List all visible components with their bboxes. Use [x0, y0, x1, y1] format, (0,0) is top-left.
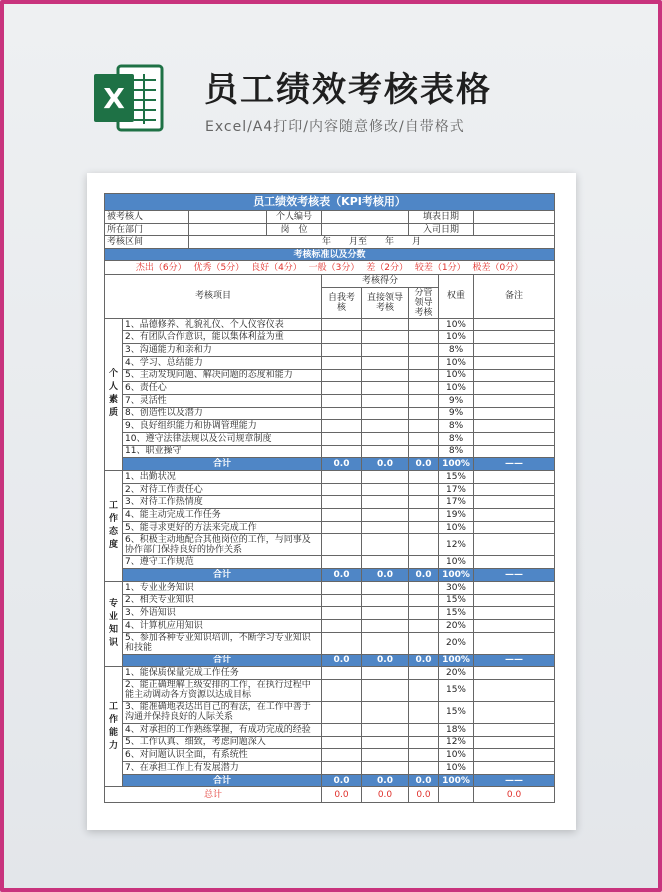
grand-self: 0.0	[322, 787, 362, 803]
direct-score-cell[interactable]	[362, 509, 409, 522]
total-direct: 0.0	[362, 774, 409, 787]
total-self: 0.0	[322, 569, 362, 582]
total-weight: 100%	[439, 654, 474, 667]
manager-score-cell[interactable]	[409, 594, 439, 607]
total-note: ——	[474, 569, 555, 582]
assessee-label: 被考核人	[105, 211, 189, 224]
self-score-cell[interactable]	[322, 496, 362, 509]
scale-item: 一般（3分）	[308, 262, 360, 273]
table-row	[105, 679, 555, 701]
manager-score-cell[interactable]	[409, 632, 439, 654]
group-name: 专业知识	[105, 581, 123, 666]
excel-logo-icon	[88, 58, 168, 138]
poster-subtitle: Excel/A4打印/内容随意修改/自带格式	[205, 119, 465, 135]
standard-label: 考核标准以及分数	[105, 249, 555, 261]
table-row	[105, 632, 555, 654]
total-manager: 0.0	[409, 458, 439, 471]
item-text: 3、外语知识	[123, 607, 322, 620]
item-text: 4、计算机应用知识	[123, 619, 322, 632]
self-score-cell[interactable]	[322, 679, 362, 701]
note-cell[interactable]	[474, 701, 555, 723]
group-total-row	[105, 654, 555, 667]
note-cell[interactable]	[474, 509, 555, 522]
scale-item: 较差（1分）	[414, 262, 466, 273]
poster-title: 员工绩效考核表格	[204, 70, 492, 110]
manager-score-cell[interactable]	[409, 521, 439, 534]
self-score-cell[interactable]	[322, 382, 362, 395]
weight-cell: 17%	[439, 496, 474, 509]
self-score-cell[interactable]	[322, 471, 362, 484]
weight-cell: 15%	[439, 594, 474, 607]
direct-score-cell[interactable]	[362, 331, 409, 344]
item-text: 2、对待工作责任心	[123, 483, 322, 496]
note-cell[interactable]	[474, 471, 555, 484]
header-weight: 权重	[439, 275, 474, 319]
scale-item: 杰出（6分）	[135, 262, 187, 273]
weight-cell: 20%	[439, 667, 474, 680]
manager-score-cell[interactable]	[409, 445, 439, 458]
item-text: 1、能保质保量完成工作任务	[123, 667, 322, 680]
weight-cell: 20%	[439, 619, 474, 632]
weight-cell: 8%	[439, 344, 474, 357]
weight-cell: 8%	[439, 445, 474, 458]
self-score-cell[interactable]	[322, 632, 362, 654]
table-row	[105, 318, 555, 331]
table-row	[105, 749, 555, 762]
sheet-paper	[87, 173, 576, 830]
join-date-value[interactable]	[474, 223, 555, 236]
total-manager: 0.0	[409, 569, 439, 582]
scale-item: 优秀（5分）	[193, 262, 245, 273]
self-score-cell[interactable]	[322, 369, 362, 382]
dept-value[interactable]	[189, 223, 267, 236]
manager-score-cell[interactable]	[409, 762, 439, 775]
direct-score-cell[interactable]	[362, 496, 409, 509]
total-note: ——	[474, 458, 555, 471]
self-score-cell[interactable]	[322, 619, 362, 632]
manager-score-cell[interactable]	[409, 556, 439, 569]
table-row	[105, 619, 555, 632]
position-label: 岗 位	[267, 223, 322, 236]
direct-score-cell[interactable]	[362, 534, 409, 556]
manager-score-cell[interactable]	[409, 369, 439, 382]
total-manager: 0.0	[409, 774, 439, 787]
table-row	[105, 736, 555, 749]
table-row	[105, 723, 555, 736]
self-score-cell[interactable]	[322, 394, 362, 407]
total-note: ——	[474, 654, 555, 667]
total-weight: 100%	[439, 458, 474, 471]
self-score-cell[interactable]	[322, 723, 362, 736]
self-score-cell[interactable]	[322, 534, 362, 556]
manager-score-cell[interactable]	[409, 331, 439, 344]
item-text: 2、能正确理解上级安排的工作，在执行过程中能主动调动各方资源以达成目标	[123, 679, 322, 701]
kpi-table	[104, 193, 555, 803]
total-weight: 100%	[439, 569, 474, 582]
direct-score-cell[interactable]	[362, 420, 409, 433]
total-self: 0.0	[322, 654, 362, 667]
item-text: 5、能寻求更好的方法来完成工作	[123, 521, 322, 534]
table-row	[105, 420, 555, 433]
item-text: 4、学习、总结能力	[123, 356, 322, 369]
period-label: 考核区间	[105, 236, 189, 249]
note-cell[interactable]	[474, 445, 555, 458]
direct-score-cell[interactable]	[362, 432, 409, 445]
item-text: 6、责任心	[123, 382, 322, 395]
manager-score-cell[interactable]	[409, 619, 439, 632]
self-score-cell[interactable]	[322, 736, 362, 749]
direct-score-cell[interactable]	[362, 382, 409, 395]
note-cell[interactable]	[474, 619, 555, 632]
manager-score-cell[interactable]	[409, 394, 439, 407]
note-cell[interactable]	[474, 382, 555, 395]
manager-score-cell[interactable]	[409, 667, 439, 680]
weight-cell: 10%	[439, 749, 474, 762]
manager-score-cell[interactable]	[409, 432, 439, 445]
direct-score-cell[interactable]	[362, 736, 409, 749]
table-row	[105, 534, 555, 556]
weight-cell: 9%	[439, 407, 474, 420]
grand-total-row	[105, 787, 555, 803]
header-score: 考核得分	[322, 275, 439, 288]
fill-date-label: 填表日期	[409, 211, 474, 224]
table-row	[105, 356, 555, 369]
direct-score-cell[interactable]	[362, 632, 409, 654]
note-cell[interactable]	[474, 318, 555, 331]
self-score-cell[interactable]	[322, 407, 362, 420]
note-cell[interactable]	[474, 331, 555, 344]
manager-score-cell[interactable]	[409, 496, 439, 509]
note-cell[interactable]	[474, 432, 555, 445]
table-row	[105, 607, 555, 620]
item-text: 10、遵守法律法规以及公司规章制度	[123, 432, 322, 445]
manager-score-cell[interactable]	[409, 344, 439, 357]
manager-score-cell[interactable]	[409, 534, 439, 556]
total-self: 0.0	[322, 774, 362, 787]
weight-cell: 15%	[439, 471, 474, 484]
note-cell[interactable]	[474, 581, 555, 594]
weight-cell: 18%	[439, 723, 474, 736]
item-text: 3、沟通能力和亲和力	[123, 344, 322, 357]
weight-cell: 10%	[439, 331, 474, 344]
group-name: 工作能力	[105, 667, 123, 787]
manager-score-cell[interactable]	[409, 723, 439, 736]
self-score-cell[interactable]	[322, 594, 362, 607]
direct-score-cell[interactable]	[362, 667, 409, 680]
direct-score-cell[interactable]	[362, 356, 409, 369]
item-text: 2、相关专业知识	[123, 594, 322, 607]
manager-score-cell[interactable]	[409, 356, 439, 369]
direct-score-cell[interactable]	[362, 762, 409, 775]
total-direct: 0.0	[362, 569, 409, 582]
scale-item: 差（2分）	[366, 262, 409, 273]
note-cell[interactable]	[474, 594, 555, 607]
item-text: 5、参加各种专业知识培训，不断学习专业知识和技能	[123, 632, 322, 654]
direct-score-cell[interactable]	[362, 344, 409, 357]
direct-score-cell[interactable]	[362, 701, 409, 723]
direct-score-cell[interactable]	[362, 619, 409, 632]
weight-cell: 10%	[439, 762, 474, 775]
grand-total-label: 总计	[105, 787, 322, 803]
manager-score-cell[interactable]	[409, 382, 439, 395]
table-row	[105, 407, 555, 420]
manager-score-cell[interactable]	[409, 471, 439, 484]
group-total-row	[105, 569, 555, 582]
table-row	[105, 445, 555, 458]
self-score-cell[interactable]	[322, 607, 362, 620]
table-row	[105, 471, 555, 484]
weight-cell: 19%	[439, 509, 474, 522]
item-text: 7、遵守工作规范	[123, 556, 322, 569]
note-cell[interactable]	[474, 556, 555, 569]
weight-cell: 10%	[439, 356, 474, 369]
total-label: 合计	[123, 654, 322, 667]
note-cell[interactable]	[474, 394, 555, 407]
table-row	[105, 432, 555, 445]
table-row	[105, 496, 555, 509]
direct-score-cell[interactable]	[362, 394, 409, 407]
total-label: 合计	[123, 458, 322, 471]
table-row	[105, 762, 555, 775]
table-row	[105, 701, 555, 723]
header-item: 考核项目	[105, 275, 322, 319]
logo-letter: X	[103, 82, 125, 115]
self-score-cell[interactable]	[322, 445, 362, 458]
self-score-cell[interactable]	[322, 344, 362, 357]
grand-note: 0.0	[474, 787, 555, 803]
self-score-cell[interactable]	[322, 509, 362, 522]
total-manager: 0.0	[409, 654, 439, 667]
direct-score-cell[interactable]	[362, 471, 409, 484]
weight-cell: 12%	[439, 534, 474, 556]
table-row	[105, 394, 555, 407]
note-cell[interactable]	[474, 407, 555, 420]
note-cell[interactable]	[474, 762, 555, 775]
self-score-cell[interactable]	[322, 581, 362, 594]
direct-score-cell[interactable]	[362, 445, 409, 458]
note-cell[interactable]	[474, 521, 555, 534]
table-row	[105, 369, 555, 382]
weight-cell: 15%	[439, 607, 474, 620]
direct-score-cell[interactable]	[362, 607, 409, 620]
header-self: 自我考核	[322, 287, 362, 318]
join-date-label: 入司日期	[409, 223, 474, 236]
self-score-cell[interactable]	[322, 432, 362, 445]
total-note: ——	[474, 774, 555, 787]
self-score-cell[interactable]	[322, 762, 362, 775]
note-cell[interactable]	[474, 496, 555, 509]
fill-date-value[interactable]	[474, 211, 555, 224]
total-label: 合计	[123, 569, 322, 582]
item-text: 2、有团队合作意识，能以集体利益为重	[123, 331, 322, 344]
self-score-cell[interactable]	[322, 318, 362, 331]
table-row	[105, 331, 555, 344]
weight-cell: 12%	[439, 736, 474, 749]
group-name: 工作态度	[105, 471, 123, 582]
manager-score-cell[interactable]	[409, 407, 439, 420]
manager-score-cell[interactable]	[409, 607, 439, 620]
table-row	[105, 581, 555, 594]
table-row	[105, 521, 555, 534]
self-score-cell[interactable]	[322, 667, 362, 680]
self-score-cell[interactable]	[322, 420, 362, 433]
weight-cell: 20%	[439, 632, 474, 654]
note-cell[interactable]	[474, 483, 555, 496]
note-cell[interactable]	[474, 344, 555, 357]
table-row	[105, 667, 555, 680]
note-cell[interactable]	[474, 369, 555, 382]
weight-cell: 10%	[439, 556, 474, 569]
item-text: 3、对待工作热情度	[123, 496, 322, 509]
direct-score-cell[interactable]	[362, 369, 409, 382]
note-cell[interactable]	[474, 356, 555, 369]
manager-score-cell[interactable]	[409, 509, 439, 522]
direct-score-cell[interactable]	[362, 749, 409, 762]
weight-cell: 8%	[439, 432, 474, 445]
item-text: 6、对问题认识全面，有系统性	[123, 749, 322, 762]
item-text: 7、灵活性	[123, 394, 322, 407]
position-value[interactable]	[322, 223, 409, 236]
direct-score-cell[interactable]	[362, 679, 409, 701]
self-score-cell[interactable]	[322, 483, 362, 496]
manager-score-cell[interactable]	[409, 581, 439, 594]
self-score-cell[interactable]	[322, 356, 362, 369]
direct-score-cell[interactable]	[362, 556, 409, 569]
table-row	[105, 509, 555, 522]
sheet-title: 员工绩效考核表（KPI考核用）	[105, 194, 555, 211]
weight-cell: 8%	[439, 420, 474, 433]
direct-score-cell[interactable]	[362, 318, 409, 331]
scale-item: 良好（4分）	[251, 262, 302, 273]
header-note: 备注	[474, 275, 555, 319]
weight-cell: 10%	[439, 521, 474, 534]
direct-score-cell[interactable]	[362, 407, 409, 420]
table-row	[105, 556, 555, 569]
group-total-row	[105, 774, 555, 787]
item-text: 5、工作认真、细致，考虑问题深入	[123, 736, 322, 749]
direct-score-cell[interactable]	[362, 521, 409, 534]
weight-cell: 10%	[439, 382, 474, 395]
table-row	[105, 382, 555, 395]
direct-score-cell[interactable]	[362, 581, 409, 594]
self-score-cell[interactable]	[322, 521, 362, 534]
item-text: 1、品德修养、礼貌礼仪、个人仪容仪表	[123, 318, 322, 331]
manager-score-cell[interactable]	[409, 749, 439, 762]
manager-score-cell[interactable]	[409, 318, 439, 331]
assessee-value[interactable]	[189, 211, 267, 224]
total-label: 合计	[123, 774, 322, 787]
header-direct: 直接领导考核	[362, 287, 409, 318]
total-weight: 100%	[439, 774, 474, 787]
grand-manager: 0.0	[409, 787, 439, 803]
grand-weight	[439, 787, 474, 803]
emp-no-value[interactable]	[322, 211, 409, 224]
note-cell[interactable]	[474, 632, 555, 654]
score-scale	[105, 261, 555, 275]
item-text: 3、能准确地表达出自己的看法，在工作中善于沟通并保持良好的人际关系	[123, 701, 322, 723]
weight-cell: 15%	[439, 679, 474, 701]
self-score-cell[interactable]	[322, 556, 362, 569]
dept-label: 所在部门	[105, 223, 189, 236]
total-direct: 0.0	[362, 458, 409, 471]
note-cell[interactable]	[474, 420, 555, 433]
item-text: 4、对承担的工作熟练掌握，有成功完成的经验	[123, 723, 322, 736]
note-cell[interactable]	[474, 679, 555, 701]
total-self: 0.0	[322, 458, 362, 471]
self-score-cell[interactable]	[322, 701, 362, 723]
table-row	[105, 594, 555, 607]
period-value[interactable]: 年 月至 年 月	[189, 236, 555, 249]
self-score-cell[interactable]	[322, 331, 362, 344]
table-row	[105, 483, 555, 496]
item-text: 11、职业操守	[123, 445, 322, 458]
item-text: 6、积极主动地配合其他岗位的工作，与同事及协作部门保持良好的协作关系	[123, 534, 322, 556]
manager-score-cell[interactable]	[409, 483, 439, 496]
note-cell[interactable]	[474, 749, 555, 762]
weight-cell: 30%	[439, 581, 474, 594]
item-text: 4、能主动完成工作任务	[123, 509, 322, 522]
weight-cell: 10%	[439, 318, 474, 331]
group-total-row	[105, 458, 555, 471]
total-direct: 0.0	[362, 654, 409, 667]
note-cell[interactable]	[474, 736, 555, 749]
weight-cell: 17%	[439, 483, 474, 496]
weight-cell: 15%	[439, 701, 474, 723]
manager-score-cell[interactable]	[409, 420, 439, 433]
header-manager: 分管领导考核	[409, 287, 439, 318]
self-score-cell[interactable]	[322, 749, 362, 762]
note-cell[interactable]	[474, 667, 555, 680]
emp-no-label: 个人编号	[267, 211, 322, 224]
item-text: 1、专业业务知识	[123, 581, 322, 594]
group-name: 个人素质	[105, 318, 123, 470]
item-text: 1、出勤状况	[123, 471, 322, 484]
note-cell[interactable]	[474, 607, 555, 620]
note-cell[interactable]	[474, 723, 555, 736]
direct-score-cell[interactable]	[362, 594, 409, 607]
table-row	[105, 344, 555, 357]
item-text: 5、主动发现问题、解决问题的态度和能力	[123, 369, 322, 382]
note-cell[interactable]	[474, 534, 555, 556]
item-text: 7、在承担工作上有发展潜力	[123, 762, 322, 775]
direct-score-cell[interactable]	[362, 483, 409, 496]
grand-direct: 0.0	[362, 787, 409, 803]
manager-score-cell[interactable]	[409, 736, 439, 749]
weight-cell: 10%	[439, 369, 474, 382]
item-text: 9、良好组织能力和协调管理能力	[123, 420, 322, 433]
scale-item: 极差（0分）	[472, 262, 524, 273]
direct-score-cell[interactable]	[362, 723, 409, 736]
item-text: 8、创造性以及潜力	[123, 407, 322, 420]
manager-score-cell[interactable]	[409, 679, 439, 701]
manager-score-cell[interactable]	[409, 701, 439, 723]
weight-cell: 9%	[439, 394, 474, 407]
